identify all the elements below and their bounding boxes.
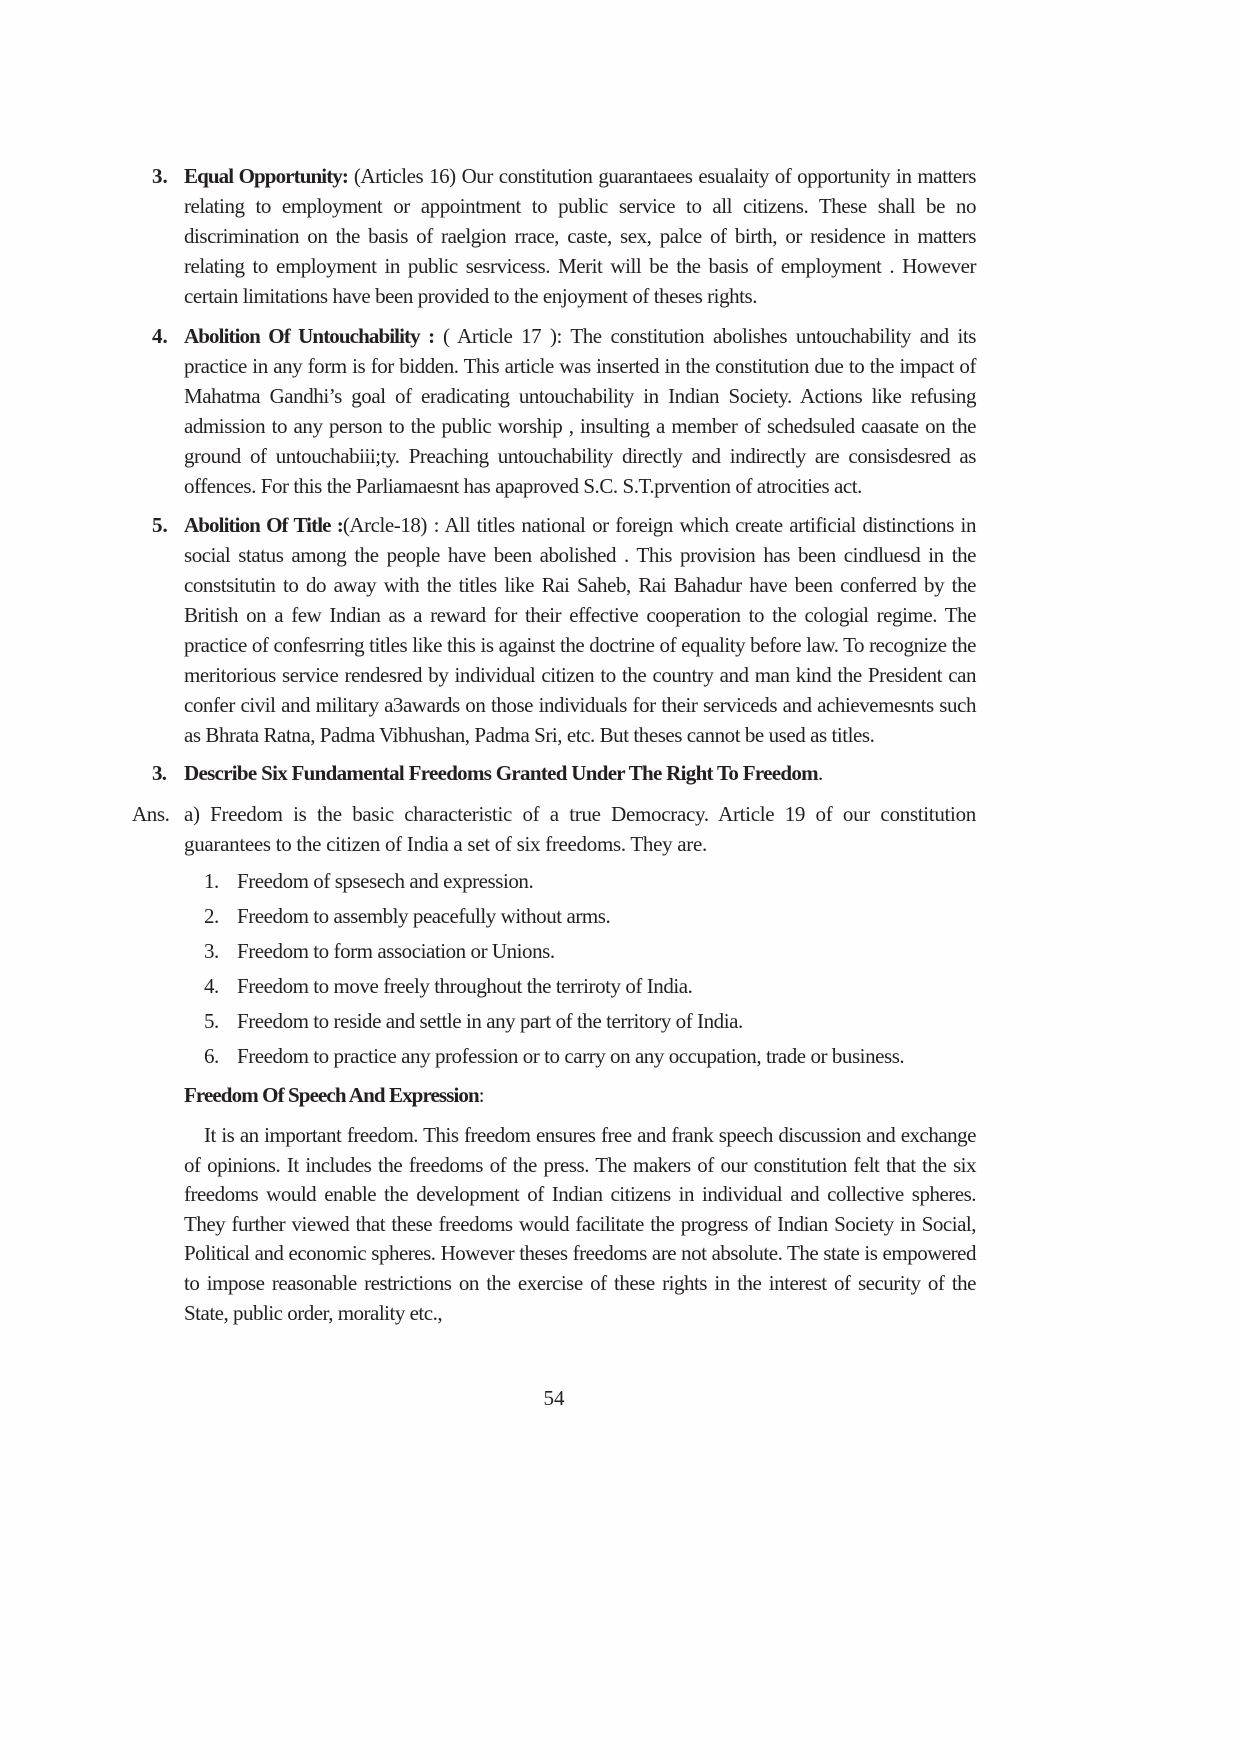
freedom-text: Freedom to practice any profession or to carry on any occupation, trade or business.: [237, 1044, 905, 1068]
list-item-equal-opportunity: [152, 161, 976, 311]
freedom-text: Freedom to form association or Unions.: [237, 939, 555, 963]
question-tail: .: [817, 761, 823, 785]
freedom-item: [204, 1004, 984, 1039]
freedom-number: 4.: [204, 974, 219, 998]
answer-label: Ans.: [132, 802, 170, 826]
list-item-abolition-of-title: [152, 510, 976, 750]
freedom-text: Freedom to move freely throughout the terriroty of India.: [237, 974, 693, 998]
item-title: Equal Opportunity:: [184, 164, 348, 188]
freedom-item: [204, 1039, 984, 1074]
speech-expression-paragraph: It is an important freedom. This freedom ensures free and frank speech discussion and exchange of opinions. It includes the freedoms of the press. The makers of our constitution felt that the six freedoms would enable the development of Indian citizens in individual and collective spheres. They further viewed that these freedoms would facilitate the progress of Indian Society in Social, Political and economic spheres. However theses freedoms are not absolute. The state is empowered to impose reasonable restrictions on the exercise of these rights in the interest of security of the State, public order, morality etc.,: [184, 1123, 976, 1325]
item-text: (Arcle-18) : All titles national or foreign which create artificial distinctions in social status among the people have been abolished . This provision has been cindluesd in the constsitutin to do away with the titles like Rai Saheb, Rai Bahadur have been conferred by the British on a few Indian as a reward for their effective cooperation to the cologial regime. The practice of confesrring titles like this is against the doctrine of equality before law. To recognize the meritorious service rendesred by individual citizen to the country and man kind the President can confer civil and military a3awards on those individuals for their serviceds and achievemesnts such as Bhrata Ratna, Padma Vibhushan, Padma Sri, etc. But theses cannot be used as titles.: [184, 513, 976, 747]
item-body: [184, 510, 976, 750]
item-body: [184, 321, 976, 501]
item-number: 4.: [152, 324, 168, 348]
question-number: 3.: [152, 761, 167, 785]
question-heading: [152, 758, 982, 788]
page-number: 54: [543, 1386, 565, 1410]
question-text: Describe Six Fundamental Freedoms Granted Under The Right To Freedom: [184, 761, 818, 785]
item-text: (Articles 16) Our constitution guarantaees esualaity of opportunity in matters relating to employment or appointment to public service to all citizens. These shall be no discrimination on the basis of raelgion rrace, caste, sex, palce of birth, or residence in matters relating to employment in public sesrvicess. Merit will be the basis of employment . However certain limitations have been provided to the enjoyment of theses rights.: [184, 164, 976, 308]
freedom-text: Freedom to assembly peacefully without arms.: [237, 904, 611, 928]
freedom-number: 3.: [204, 939, 219, 963]
freedom-text: Freedom to reside and settle in any part of the territory of India.: [237, 1009, 743, 1033]
subheading-colon: :: [478, 1083, 484, 1107]
item-number: 5.: [152, 513, 168, 537]
freedom-number: 6.: [204, 1044, 219, 1068]
subheading-text: Freedom Of Speech And Expression: [184, 1083, 479, 1107]
freedoms-list: [204, 864, 984, 1074]
freedom-number: 1.: [204, 869, 219, 893]
item-text: ( Article 17 ): The constitution abolishes untouchability and its practice in any form is for bidden. This article was inserted in the constitution due to the impact of Mahatma Gandhi’s goal of eradicating untouchability in Indian Society. Actions like refusing admission to any person to the public worship , insulting a member of schedsuled caasate on the ground of untouchabiii;ty. Preaching untouchability directly and indirectly are consisdesred as offences. For this the Parliamaesnt has apaproved S.C. S.T.prvention of atrocities act.: [184, 324, 976, 498]
freedom-item: [204, 934, 984, 969]
freedom-text: Freedom of spsesech and expression.: [237, 869, 534, 893]
item-number: 3.: [152, 164, 168, 188]
item-body: [184, 161, 976, 311]
list-item-abolition-of-untouchability: [152, 321, 976, 501]
freedom-item: [204, 969, 984, 1004]
freedom-number: 5.: [204, 1009, 219, 1033]
freedom-number: 2.: [204, 904, 219, 928]
item-title: Abolition Of Untouchability :: [184, 324, 435, 348]
freedom-item: [204, 864, 984, 899]
item-title: Abolition Of Title :: [184, 513, 343, 537]
section-subheading: [184, 1080, 484, 1110]
freedom-item: [204, 899, 984, 934]
answer-intro: a) Freedom is the basic characteristic of a true Democracy. Article 19 of our constitution guarantees to the citizen of India a set of six freedoms. They are.: [184, 802, 976, 856]
